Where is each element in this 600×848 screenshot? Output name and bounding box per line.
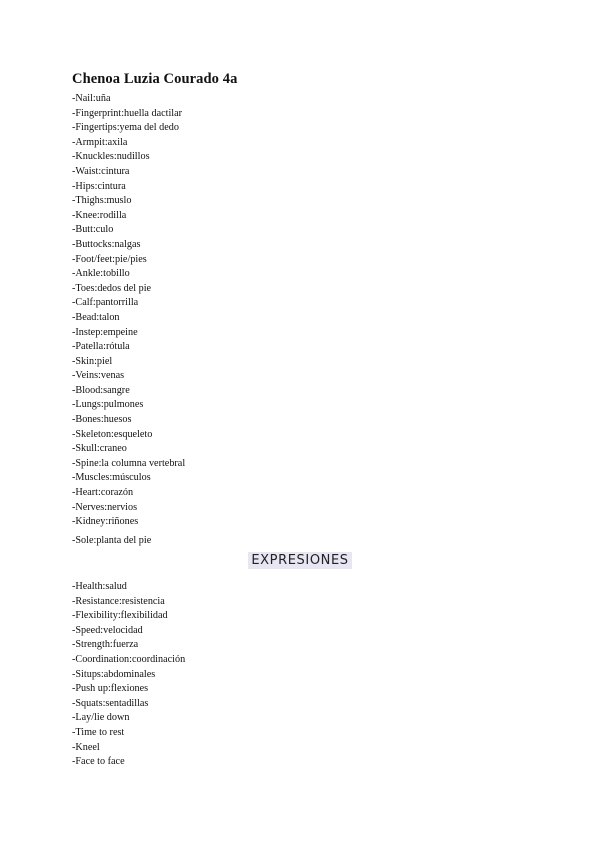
expression-item: -Kneel — [72, 741, 100, 753]
vocabulary-item: -Waist:cintura — [72, 165, 130, 177]
vocabulary-item: -Lungs:pulmones — [72, 399, 144, 411]
vocabulary-item: -Armpit:axila — [72, 136, 128, 148]
expression-item: -Lay/lie down — [72, 712, 130, 724]
vocabulary-item: -Knee:rodilla — [72, 209, 127, 221]
vocabulary-item: -Veins:venas — [72, 370, 125, 382]
vocabulary-item: -Skin:piel — [72, 355, 113, 367]
expressions-list — [72, 580, 185, 770]
vocabulary-item: -Instep:empeine — [72, 326, 138, 338]
expression-item: -Flexibility:flexibilidad — [72, 610, 168, 622]
vocabulary-item: -Knuckles:nudillos — [72, 151, 150, 163]
vocabulary-item: -Patella:rótula — [72, 341, 130, 353]
expression-item: -Speed:velocidad — [72, 624, 143, 636]
expression-item: -Coordination:coordinación — [72, 653, 186, 665]
expression-item: -Health:salud — [72, 581, 127, 592]
vocabulary-item: -Buttocks:nalgas — [72, 238, 141, 250]
expressions-heading: EXPRESIONES — [248, 552, 351, 569]
vocabulary-list — [72, 92, 185, 530]
vocabulary-item: -Sole:planta del pie — [72, 535, 152, 546]
vocabulary-item: -Ankle:tobillo — [72, 268, 130, 280]
vocabulary-item: -Nerves:nervios — [72, 501, 138, 513]
expression-item: -Face to face — [72, 756, 125, 768]
vocabulary-item: -Hips:cintura — [72, 180, 126, 192]
vocabulary-item: -Butt:culo — [72, 224, 114, 236]
vocabulary-item: -Toes:dedos del pie — [72, 282, 152, 294]
vocabulary-item: -Bead:talon — [72, 311, 120, 323]
vocabulary-item: -Skeleton:esqueleto — [72, 428, 153, 440]
expression-item: -Squats:sentadillas — [72, 697, 149, 709]
vocabulary-item: -Nail:uña — [72, 93, 111, 104]
vocabulary-item: -Skull:craneo — [72, 443, 127, 455]
vocabulary-item: -Calf:pantorrilla — [72, 297, 139, 309]
vocabulary-item: -Spine:la columna vertebral — [72, 457, 186, 469]
expressions-heading-wrapper — [0, 551, 600, 569]
expression-item: -Strength:fuerza — [72, 639, 139, 651]
vocabulary-item: -Thighs:muslo — [72, 195, 132, 207]
expression-item: -Situps:abdominales — [72, 668, 156, 680]
vocabulary-item: -Foot/feet:pie/pies — [72, 253, 147, 265]
vocabulary-item: -Heart:corazón — [72, 487, 134, 499]
document-title: Chenoa Luzia Courado 4a — [72, 71, 238, 87]
vocabulary-item: -Muscles:músculos — [72, 472, 151, 484]
vocabulary-item: -Blood:sangre — [72, 384, 130, 396]
expression-item: -Resistance:resistencia — [72, 595, 165, 607]
vocabulary-item: -Fingertips:yema del dedo — [72, 122, 179, 134]
expression-item: -Push up:flexiones — [72, 683, 149, 695]
vocabulary-item: -Kidney:riñones — [72, 516, 139, 528]
vocabulary-item: -Fingerprint:huella dactilar — [72, 107, 183, 119]
vocabulary-item: -Bones:huesos — [72, 414, 132, 426]
expression-item: -Time to rest — [72, 726, 125, 738]
